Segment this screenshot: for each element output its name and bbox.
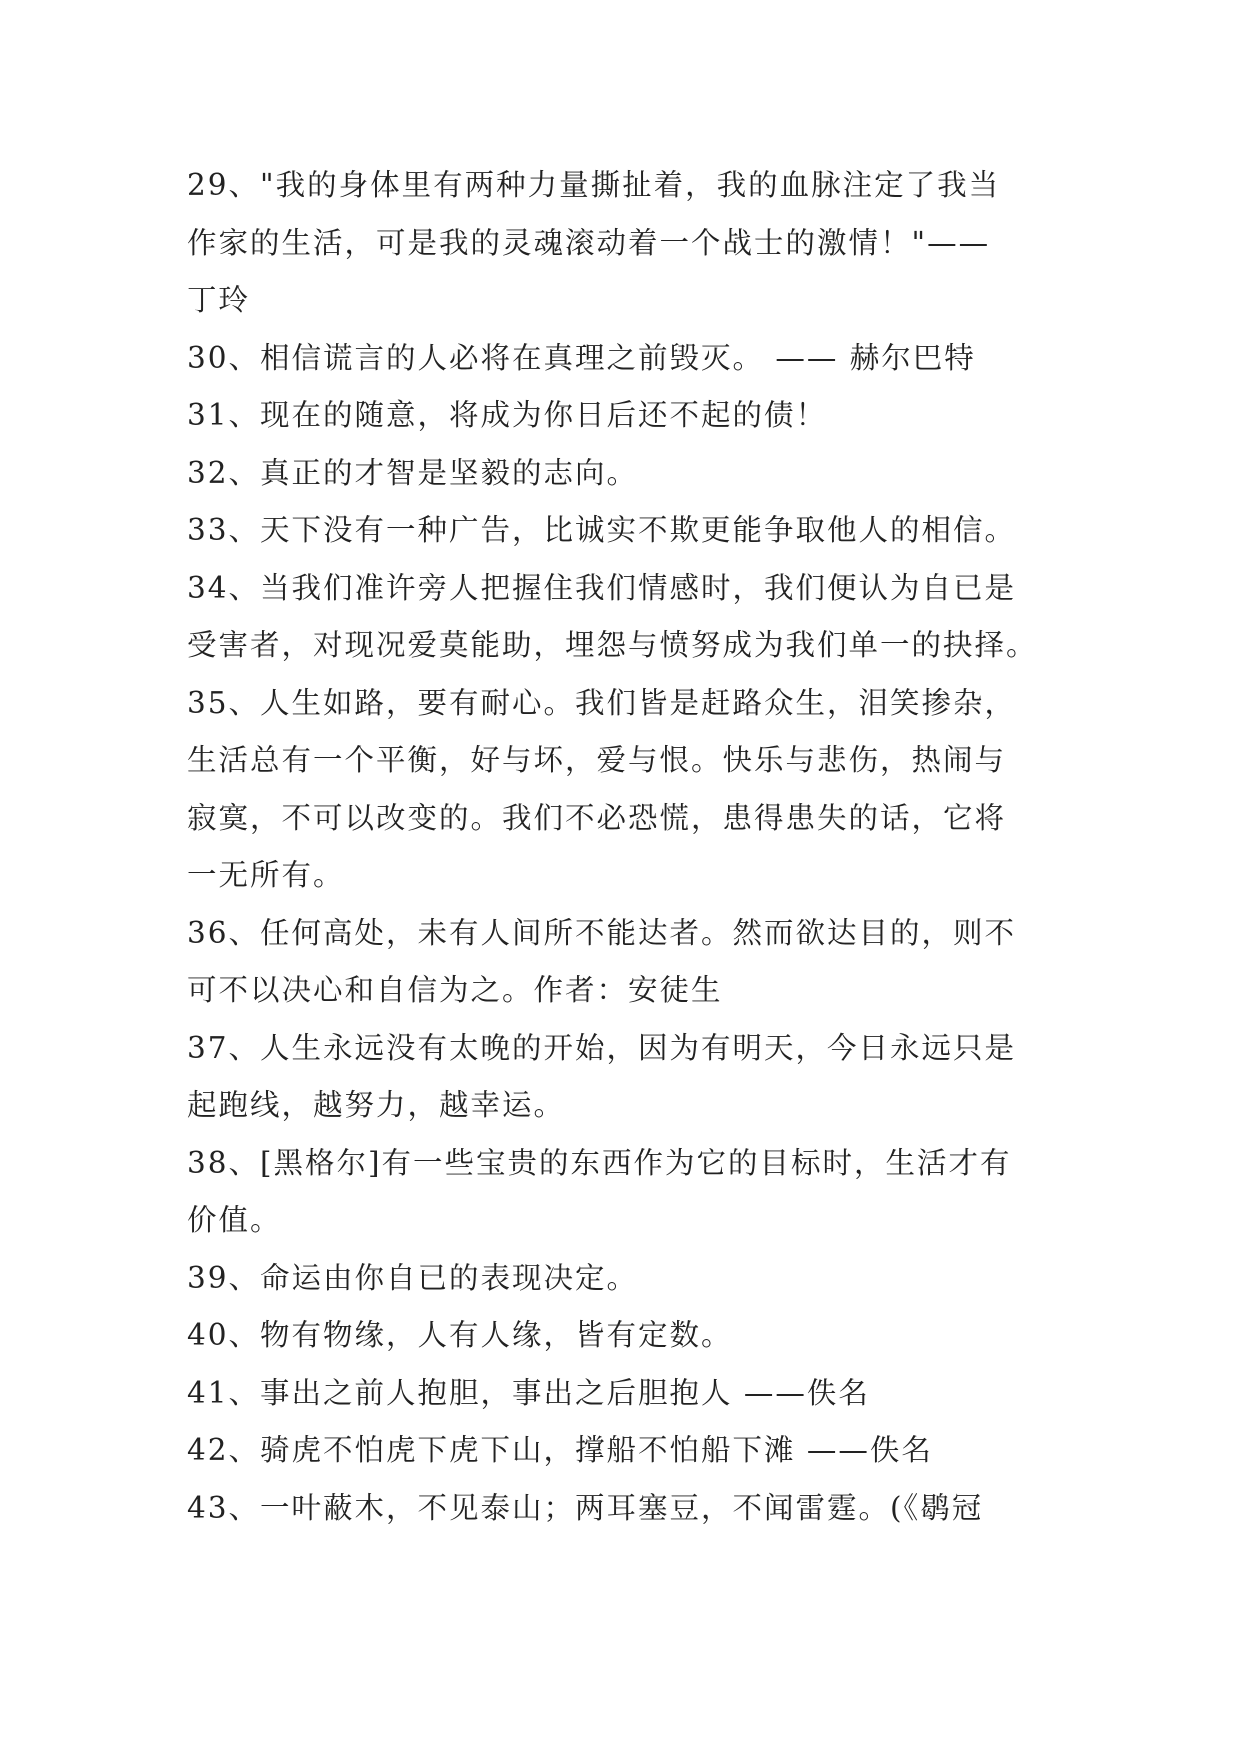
text-line-35c: 寂寞，不可以改变的。我们不必恐慌，患得患失的话，它将: [187, 800, 1007, 835]
text-line-39: 39、命运由你自已的表现决定。: [187, 1260, 639, 1295]
text-line-40: 40、物有物缘，人有人缘，皆有定数。: [187, 1318, 733, 1352]
text-line-43: 43、一叶蔽木，不见泰山；两耳塞豆，不闻雷霆。(《鹖冠: [187, 1490, 984, 1525]
text-line-38a: 38、[黑格尔]有一些宝贵的东西作为它的目标时，生活才有: [187, 1145, 1012, 1180]
text-line-36a: 36、任何高处，未有人间所不能达者。然而欲达目的，则不: [187, 915, 1017, 950]
document-body: [187, 157, 1067, 1537]
text-line-34a: 34、当我们准许旁人把握住我们情感时，我们便认为自已是: [187, 570, 1017, 605]
text-line-31: 31、现在的随意，将成为你日后还不起的债！: [187, 398, 828, 432]
text-line-41: 41、事出之前人抱胆，事出之后胆抱人 ——佚名: [187, 1375, 870, 1410]
text-line-29c: 丁玲: [187, 283, 251, 317]
text-line-37a: 37、人生永远没有太晚的开始，因为有明天，今日永远只是: [187, 1030, 1017, 1065]
text-line-36b: 可不以决心和自信为之。作者：安徒生: [187, 973, 723, 1007]
text-line-35d: 一无所有。: [187, 858, 345, 892]
text-line-33: 33、天下没有一种广告，比诚实不欺更能争取他人的相信。: [187, 513, 1017, 547]
text-line-34b: 受害者，对现况爱莫能助，埋怨与愤努成为我们单一的抉择。: [187, 628, 1038, 662]
text-line-38b: 价值。: [187, 1203, 282, 1237]
text-line-30: 30、相信谎言的人必将在真理之前毁灭。 —— 赫尔巴特: [187, 340, 976, 375]
text-line-42: 42、骑虎不怕虎下虎下山，撑船不怕船下滩 ——佚名: [187, 1433, 933, 1467]
text-line-29a: 29、"我的身体里有两种力量撕扯着，我的血脉注定了我当: [187, 168, 1001, 202]
text-line-32: 32、真正的才智是坚毅的志向。: [187, 455, 639, 490]
text-line-35a: 35、人生如路，要有耐心。我们皆是赶路众生，泪笑掺杂，: [187, 685, 1017, 720]
text-line-37b: 起跑线，越努力，越幸运。: [187, 1088, 566, 1122]
text-line-29b: 作家的生活，可是我的灵魂滚动着一个战士的激情！"——: [187, 225, 991, 260]
text-line-35b: 生活总有一个平衡，好与坏，爱与恨。快乐与悲伤，热闹与: [187, 743, 1007, 777]
